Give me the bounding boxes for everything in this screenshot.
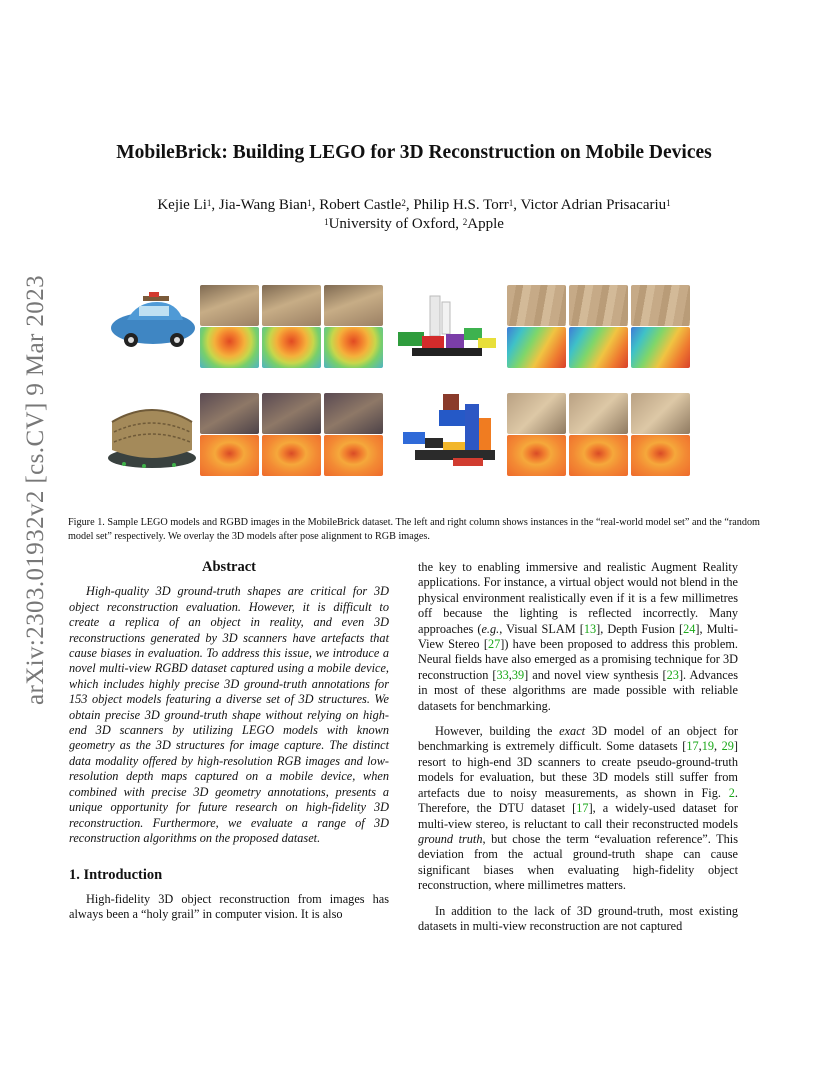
citation-link[interactable]: 29	[721, 739, 734, 754]
depth-map-random-6	[631, 435, 690, 476]
paper-title: MobileBrick: Building LEGO for 3D Reconstruction on Mobile Devices	[116, 142, 712, 163]
depth-map-random-5	[569, 435, 628, 476]
depth-map-colosseum-3	[324, 435, 383, 476]
citation-link[interactable]: 17	[686, 739, 699, 754]
rgb-image-random-6	[631, 393, 690, 434]
depth-map-random-1	[507, 327, 566, 368]
lego-random-model-render-1	[392, 292, 502, 364]
figure-1-caption: Figure 1. Sample LEGO models and RGBD images in the MobileBrick dataset. The left and right column shows instances in the “real-world model set” and the “random model set” respectively. We overlay the 3D models after pose alignment to RGB images.	[68, 517, 760, 542]
text-run: However, building the	[435, 724, 560, 739]
left-column	[69, 560, 389, 923]
author-affiliation-mark: 1	[508, 198, 514, 208]
depth-map-car-1	[200, 327, 259, 368]
right-paragraph-3: In addition to the lack of 3D ground-truth, most existing datasets in multi-view reconstruction are not captured	[418, 903, 738, 933]
introduction-paragraph: High-fidelity 3D object reconstruction from images has always been a “holy grail” in computer vision. It is also	[69, 891, 389, 922]
rgb-image-car-3	[324, 285, 383, 326]
author-name: Philip H.S. Torr	[413, 197, 509, 213]
author-separator: ,	[211, 197, 219, 213]
author-affiliation-mark: 2	[401, 198, 406, 208]
citation-link[interactable]: 27	[487, 637, 501, 652]
right-paragraph-2: However, building the exact 3D model of an object for benchmarking is extremely difficult. Some datasets [17,19, 29] resort to high-end 3D scanners to create pseudo-ground-truth models for evaluation, but these 3D models still suffer from artefacts due to noisy measurements, as shown in Fig. 2. Therefore, the DTU dataset [17], a widely-used dataset for multi-view stereo, is reluctant to call their reconstructed models ground truth, but chose the term “evaluation reference”. This deviation from the actual ground-truth shape can cause significant biases when evaluating high-fidelity object reconstruction, where millimetres matters.	[418, 724, 738, 893]
citation-link[interactable]: 19	[701, 739, 714, 754]
text-run: ] and novel view synthesis [	[524, 667, 667, 682]
text-run: ]. Advances in most of these algorithms are made possible with reliable datasets for benchmarking.	[418, 667, 738, 713]
citation-link[interactable]: 39	[511, 667, 525, 682]
text-run: ] resort to high-end 3D scanners to create pseudo-ground-truth models for evaluation, but these 3D models still suffer from artefacts due to noisy measurements, as shown in Fig.	[418, 739, 738, 800]
text-run: ], a widely-used dataset for multi-view stereo, is reluctant to call their reconstructed models	[418, 801, 738, 831]
lego-car-render	[107, 290, 199, 350]
author-name: Victor Adrian Prisacariu	[520, 197, 667, 213]
depth-map-colosseum-2	[262, 435, 321, 476]
abstract-heading: Abstract	[202, 559, 256, 575]
text-run: ground truth	[418, 831, 483, 846]
depth-map-car-2	[262, 327, 321, 368]
text-run: 3D model of an object for benchmarking is extremely difficult. Some datasets [	[418, 724, 738, 754]
rgb-image-colosseum-3	[324, 393, 383, 434]
text-run: ]) have been proposed to address this problem. Neural fields have also emerged as a promising technique for 3D reconstruction [	[418, 637, 739, 682]
author-name: Jia-Wang Bian	[218, 197, 308, 213]
author-affiliation-mark: 1	[666, 198, 671, 208]
arxiv-identifier: arXiv:2303.01932v2 [cs.CV] 9 Mar 2023	[22, 274, 49, 706]
text-run: the key to enabling immersive and realistic Augment Reality applications. For instance, a virtual object would not blend in the physical environment realistically even if it is a few millimetres off because the lighting is reflected incorrectly. Many approaches (	[418, 560, 738, 636]
lego-colosseum-render	[104, 392, 200, 472]
citation-link[interactable]: 24	[683, 621, 696, 636]
rgb-image-car-2	[262, 285, 321, 326]
author-affiliation-mark: 1	[307, 198, 312, 208]
author-separator: ,	[405, 197, 414, 213]
text-run: . Therefore, the DTU dataset [	[418, 785, 738, 816]
rgb-image-random-3	[631, 285, 690, 326]
depth-map-car-3	[324, 327, 383, 368]
right-column	[418, 560, 738, 934]
figure-link[interactable]: 2	[728, 785, 735, 800]
rgb-image-random-4	[507, 393, 566, 434]
text-run: ], Multi-View Stereo [	[418, 621, 738, 652]
rgb-image-random-1	[507, 285, 566, 326]
rgb-image-random-2	[569, 285, 628, 326]
rgb-image-colosseum-1	[200, 393, 259, 434]
lego-random-model-render-2	[395, 388, 505, 478]
affiliation-mark: 1	[324, 217, 329, 227]
text-run: e.g.	[481, 621, 500, 636]
author-list	[80, 196, 748, 215]
citation-link[interactable]: 33	[496, 667, 509, 682]
depth-map-random-2	[569, 327, 628, 368]
citation-link[interactable]: 13	[583, 621, 597, 636]
abstract-text: High-quality 3D ground-truth shapes are critical for 3D object reconstruction evaluation. However, it is difficult to create a replica of an object in reality, and even 3D reconstructions generated by 3D scanners have artefacts that cause biases in evaluation. To address this issue, we introduce a novel multi-view RGBD dataset captured using a mobile device, which includes highly precise 3D ground-truth annotations for 153 object models featuring a diverse set of 3D structures. We obtain precise 3D ground-truth shape without relying on high-end 3D scanners by utilizing LEGO models with known geometry as the 3D structures for image capture. The distinct data modality offered by high-resolution RGB images and low-resolution depth maps captured on a mobile device, when combined with precise 3D geometry annotations, presents a unique opportunity for future research on high-fidelity 3D reconstruction. Furthermore, we evaluate a range of 3D reconstruction algorithms on the proposed dataset.	[69, 584, 389, 845]
affiliation-apple: Apple	[467, 216, 504, 232]
citation-link[interactable]: 17	[576, 801, 589, 816]
text-run: , Visual SLAM [	[499, 621, 584, 636]
arxiv-side-label	[22, 274, 49, 706]
author-block	[80, 196, 748, 234]
author-separator: ,	[311, 197, 320, 213]
citation-link[interactable]: 23	[666, 667, 679, 682]
rgb-image-car-1	[200, 285, 259, 326]
depth-map-random-4	[507, 435, 566, 476]
depth-map-random-3	[631, 327, 690, 368]
rgb-image-random-5	[569, 393, 628, 434]
text-run: ], Depth Fusion [	[596, 621, 684, 636]
affiliation-mark: 2	[462, 217, 468, 227]
author-name: Kejie Li	[157, 197, 207, 213]
rgb-image-colosseum-2	[262, 393, 321, 434]
author-separator: ,	[513, 197, 521, 213]
depth-map-colosseum-1	[200, 435, 259, 476]
introduction-heading: 1. Introduction	[69, 867, 163, 884]
affiliations	[80, 215, 748, 234]
text-run: exact	[559, 724, 586, 739]
author-affiliation-mark: 1	[206, 198, 212, 208]
affiliation-oxford: University of Oxford,	[328, 216, 463, 232]
text-run: , but chose the term “evaluation reference”. This deviation from the actual ground-truth shape can cause significant biases when evaluating high-fidelity object reconstruction, where millimetres matters.	[418, 831, 738, 893]
author-name: Robert Castle	[319, 197, 402, 213]
right-paragraph-1: the key to enabling immersive and realistic Augment Reality applications. For instance, a virtual object would not blend in the physical environment realistically even if it is a few millimetres off because the lighting is reflected incorrectly. Many approaches (e.g., Visual SLAM [13], Depth Fusion [24], Multi-View Stereo [27]) have been proposed to address this problem. Neural fields have also emerged as a promising technique for 3D reconstruction [33,39] and novel view synthesis [23]. Advances in most of these algorithms are made possible with reliable datasets for benchmarking.	[418, 560, 739, 713]
